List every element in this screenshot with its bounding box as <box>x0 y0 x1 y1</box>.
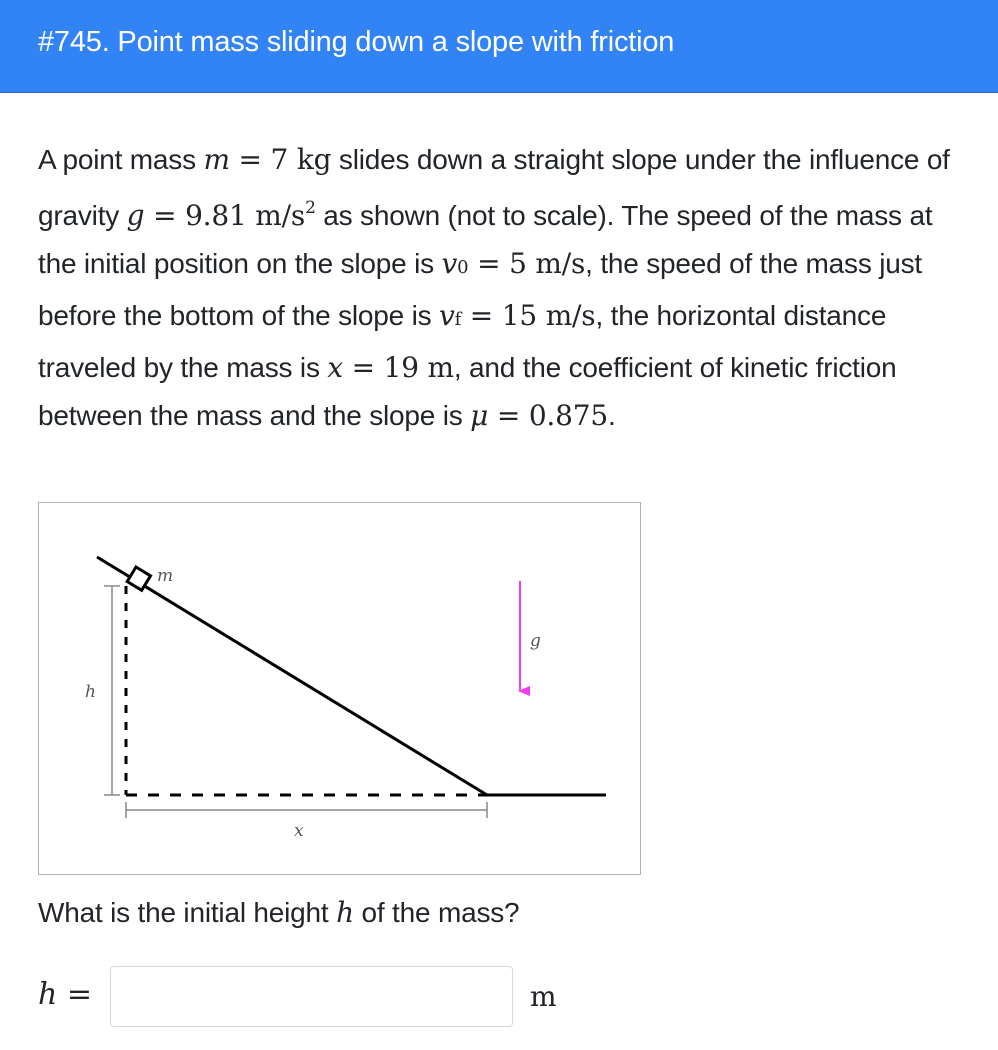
equals: = <box>229 143 271 176</box>
gravity-exponent: 2 <box>305 198 316 218</box>
problem-text: , the speed of the mass just before the bottom of the slope is <box>38 248 922 331</box>
gravity-symbol: g <box>126 199 145 232</box>
height-label: h <box>85 682 96 702</box>
equals: = <box>144 199 186 232</box>
problem-text: . <box>607 400 616 431</box>
mu-value: 0.875 <box>528 399 608 432</box>
v0-symbol: v <box>441 247 458 280</box>
slope-line <box>97 557 487 795</box>
mass-label: m <box>157 566 174 586</box>
equals: = <box>468 247 510 280</box>
slope-diagram <box>39 503 640 874</box>
problem-text: , and the coefficient of kinetic friction between the mass and the slope is <box>38 352 897 431</box>
question-part: of the mass? <box>353 897 520 928</box>
vf-symbol: v <box>439 299 455 332</box>
v0-value: 5 m/s <box>509 247 586 280</box>
x-value: 19 m <box>383 351 454 384</box>
distance-label: x <box>294 821 304 841</box>
mu-symbol: μ <box>470 399 489 432</box>
answer-unit: m <box>530 980 557 1013</box>
slope-figure <box>38 502 641 875</box>
page-title: #745. Point mass sliding down a slope with friction <box>38 26 675 58</box>
gravity-label: g <box>530 631 541 651</box>
v0-subscript: 0 <box>457 257 469 278</box>
answer-equals: = <box>57 977 93 1012</box>
equals: = <box>342 351 384 384</box>
problem-text: as shown (not to scale). The speed of the mass at the initial position on the slope is <box>38 200 933 279</box>
answer-h-symbol: h <box>38 977 58 1012</box>
gravity-value: 9.81 m/s <box>185 199 306 232</box>
equals: = <box>488 399 529 432</box>
problem-statement <box>38 136 978 440</box>
answer-label <box>38 975 92 1015</box>
x-symbol: x <box>327 351 343 384</box>
problem-text: , the horizontal distance traveled by the mass is <box>38 300 887 383</box>
vf-subscript: f <box>454 309 462 330</box>
vf-value: 15 m/s <box>501 299 596 332</box>
mass-value: 7 kg <box>270 143 332 176</box>
question-text <box>38 893 519 933</box>
equals: = <box>461 299 502 332</box>
answer-input[interactable] <box>110 966 513 1027</box>
page-header <box>0 0 998 93</box>
question-part: What is the initial height <box>38 897 337 928</box>
mass-symbol: m <box>203 143 230 176</box>
problem-text: slides down a straight slope under the influence of gravity <box>38 144 950 231</box>
h-symbol: h <box>336 896 354 929</box>
problem-text: A point mass <box>38 144 204 175</box>
